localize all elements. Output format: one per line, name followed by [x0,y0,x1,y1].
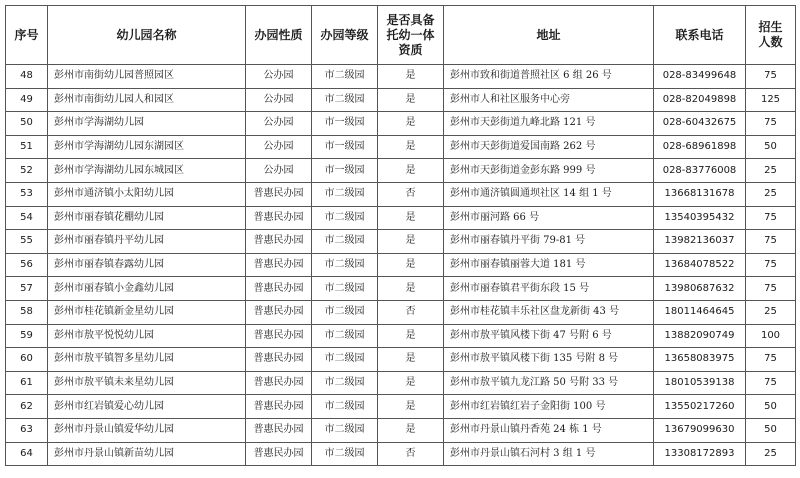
header-level: 办园等级 [312,6,378,65]
cell-enroll: 100 [746,324,796,348]
cell-name: 彭州市通济镇小太阳幼儿园 [48,182,246,206]
cell-nursery: 是 [378,112,444,136]
table-row [6,230,796,254]
cell-name: 彭州市敖平镇未来星幼儿园 [48,371,246,395]
header-address: 地址 [444,6,654,65]
cell-nature: 普惠民办园 [246,442,312,466]
cell-seq: 58 [6,300,48,324]
table-row [6,442,796,466]
kindergarten-table-container [5,5,796,466]
cell-enroll: 75 [746,112,796,136]
cell-level: 市二级园 [312,371,378,395]
table-body [6,65,796,466]
cell-seq: 53 [6,182,48,206]
cell-level: 市二级园 [312,418,378,442]
cell-nature: 普惠民办园 [246,230,312,254]
cell-nature: 普惠民办园 [246,253,312,277]
cell-address: 彭州市天彭街道九峰北路 121 号 [444,112,654,136]
cell-phone: 13882090749 [654,324,746,348]
cell-nature: 普惠民办园 [246,324,312,348]
table-row [6,395,796,419]
cell-name: 彭州市丽春镇丹平幼儿园 [48,230,246,254]
cell-address: 彭州市通济镇圆通坝社区 14 组 1 号 [444,182,654,206]
cell-enroll: 75 [746,348,796,372]
cell-name: 彭州市南街幼儿园普照园区 [48,65,246,89]
cell-enroll: 25 [746,442,796,466]
cell-enroll: 50 [746,418,796,442]
cell-phone: 13308172893 [654,442,746,466]
cell-level: 市一级园 [312,135,378,159]
cell-nursery: 是 [378,348,444,372]
cell-name: 彭州市南街幼儿园人和园区 [48,88,246,112]
cell-name: 彭州市丹景山镇爱华幼儿园 [48,418,246,442]
table-row [6,112,796,136]
cell-nursery: 是 [378,371,444,395]
cell-address: 彭州市人和社区服务中心旁 [444,88,654,112]
cell-address: 彭州市丽春镇丹平街 79-81 号 [444,230,654,254]
cell-level: 市二级园 [312,65,378,89]
cell-name: 彭州市丽春镇小金鑫幼儿园 [48,277,246,301]
cell-enroll: 50 [746,135,796,159]
cell-name: 彭州市学海湖幼儿园东湖园区 [48,135,246,159]
cell-level: 市二级园 [312,300,378,324]
cell-nursery: 是 [378,159,444,183]
table-header-row [6,6,796,65]
cell-enroll: 50 [746,395,796,419]
table-row [6,159,796,183]
cell-phone: 13982136037 [654,230,746,254]
cell-enroll: 75 [746,65,796,89]
cell-nursery: 是 [378,277,444,301]
cell-nursery: 是 [378,230,444,254]
cell-seq: 56 [6,253,48,277]
cell-nursery: 是 [378,135,444,159]
cell-nature: 普惠民办园 [246,348,312,372]
cell-seq: 55 [6,230,48,254]
header-nursery: 是否具备托幼一体资质 [378,6,444,65]
cell-phone: 13684078522 [654,253,746,277]
cell-nature: 普惠民办园 [246,371,312,395]
cell-level: 市二级园 [312,348,378,372]
table-row [6,348,796,372]
cell-nature: 普惠民办园 [246,277,312,301]
cell-nursery: 是 [378,395,444,419]
table-row [6,253,796,277]
cell-phone: 18010539138 [654,371,746,395]
cell-phone: 028-68961898 [654,135,746,159]
cell-address: 彭州市敖平镇九龙江路 50 号附 33 号 [444,371,654,395]
table-row [6,418,796,442]
cell-nature: 普惠民办园 [246,300,312,324]
cell-level: 市二级园 [312,230,378,254]
cell-nursery: 是 [378,88,444,112]
cell-enroll: 75 [746,230,796,254]
table-row [6,277,796,301]
cell-enroll: 75 [746,253,796,277]
cell-address: 彭州市天彭街道金彭东路 999 号 [444,159,654,183]
cell-seq: 64 [6,442,48,466]
table-row [6,65,796,89]
cell-enroll: 125 [746,88,796,112]
cell-name: 彭州市学海湖幼儿园 [48,112,246,136]
table-row [6,182,796,206]
cell-seq: 52 [6,159,48,183]
cell-level: 市二级园 [312,88,378,112]
cell-nature: 公办园 [246,112,312,136]
cell-seq: 51 [6,135,48,159]
cell-level: 市二级园 [312,277,378,301]
cell-nursery: 是 [378,206,444,230]
cell-name: 彭州市学海湖幼儿园东城园区 [48,159,246,183]
cell-name: 彭州市敖平镇智多星幼儿园 [48,348,246,372]
cell-enroll: 75 [746,206,796,230]
cell-address: 彭州市红岩镇红岩子金阳街 100 号 [444,395,654,419]
cell-enroll: 25 [746,300,796,324]
cell-nursery: 是 [378,418,444,442]
cell-phone: 028-60432675 [654,112,746,136]
cell-seq: 61 [6,371,48,395]
cell-nature: 普惠民办园 [246,182,312,206]
table-row [6,300,796,324]
cell-level: 市二级园 [312,182,378,206]
cell-nature: 普惠民办园 [246,206,312,230]
cell-enroll: 75 [746,277,796,301]
cell-name: 彭州市桂花镇新金星幼儿园 [48,300,246,324]
cell-name: 彭州市红岩镇爱心幼儿园 [48,395,246,419]
cell-enroll: 25 [746,182,796,206]
cell-address: 彭州市丹景山镇丹香苑 24 栋 1 号 [444,418,654,442]
cell-address: 彭州市桂花镇丰乐社区盘龙新街 43 号 [444,300,654,324]
table-row [6,371,796,395]
cell-seq: 50 [6,112,48,136]
cell-nature: 普惠民办园 [246,418,312,442]
cell-level: 市二级园 [312,324,378,348]
cell-address: 彭州市丽春镇丽蓉大道 181 号 [444,253,654,277]
cell-name: 彭州市丽春镇春露幼儿园 [48,253,246,277]
cell-seq: 49 [6,88,48,112]
cell-enroll: 75 [746,371,796,395]
table-row [6,206,796,230]
cell-seq: 59 [6,324,48,348]
cell-address: 彭州市丽春镇君平街东段 15 号 [444,277,654,301]
cell-phone: 18011464645 [654,300,746,324]
cell-phone: 13980687632 [654,277,746,301]
cell-address: 彭州市天彭街道爱国南路 262 号 [444,135,654,159]
cell-phone: 13679099630 [654,418,746,442]
cell-level: 市二级园 [312,206,378,230]
cell-level: 市二级园 [312,395,378,419]
cell-phone: 028-83499648 [654,65,746,89]
cell-level: 市一级园 [312,159,378,183]
cell-nursery: 否 [378,442,444,466]
header-enroll: 招生人数 [746,6,796,65]
cell-phone: 13658083975 [654,348,746,372]
cell-nature: 公办园 [246,159,312,183]
table-row [6,324,796,348]
cell-address: 彭州市敖平镇风楼下街 47 号附 6 号 [444,324,654,348]
cell-address: 彭州市丹景山镇石河村 3 组 1 号 [444,442,654,466]
cell-name: 彭州市敖平悦悦幼儿园 [48,324,246,348]
cell-nursery: 否 [378,300,444,324]
cell-phone: 13668131678 [654,182,746,206]
header-name: 幼儿园名称 [48,6,246,65]
header-seq: 序号 [6,6,48,65]
cell-phone: 028-83776008 [654,159,746,183]
cell-phone: 13550217260 [654,395,746,419]
cell-address: 彭州市敖平镇风楼下街 135 号附 8 号 [444,348,654,372]
cell-phone: 13540395432 [654,206,746,230]
cell-nature: 公办园 [246,135,312,159]
cell-nursery: 是 [378,65,444,89]
cell-seq: 60 [6,348,48,372]
header-phone: 联系电话 [654,6,746,65]
cell-seq: 63 [6,418,48,442]
cell-seq: 54 [6,206,48,230]
cell-nature: 公办园 [246,88,312,112]
cell-name: 彭州市丽春镇花棚幼儿园 [48,206,246,230]
cell-seq: 62 [6,395,48,419]
cell-level: 市二级园 [312,253,378,277]
cell-phone: 028-82049898 [654,88,746,112]
cell-nature: 普惠民办园 [246,395,312,419]
table-row [6,88,796,112]
table-row [6,135,796,159]
cell-seq: 57 [6,277,48,301]
cell-seq: 48 [6,65,48,89]
cell-nursery: 否 [378,182,444,206]
cell-level: 市二级园 [312,442,378,466]
header-nature: 办园性质 [246,6,312,65]
cell-nature: 公办园 [246,65,312,89]
cell-name: 彭州市丹景山镇新苗幼儿园 [48,442,246,466]
cell-address: 彭州市致和街道普照社区 6 组 26 号 [444,65,654,89]
cell-nursery: 是 [378,324,444,348]
cell-nursery: 是 [378,253,444,277]
cell-enroll: 25 [746,159,796,183]
cell-level: 市一级园 [312,112,378,136]
kindergarten-table [5,5,796,466]
cell-address: 彭州市丽河路 66 号 [444,206,654,230]
